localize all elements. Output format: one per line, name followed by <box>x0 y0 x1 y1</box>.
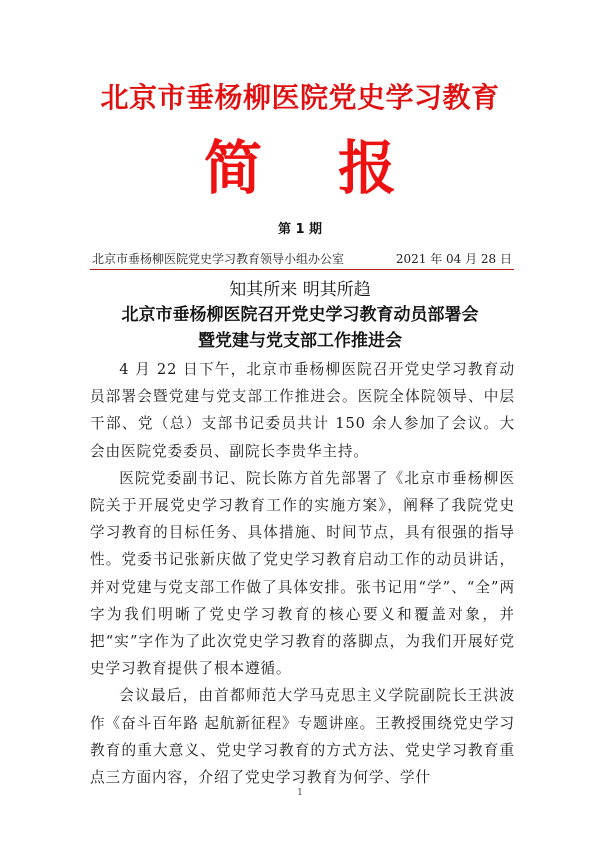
article-body <box>90 356 515 791</box>
headline-2: 北京市垂杨柳医院召开党史学习教育动员部署会 <box>121 305 479 325</box>
headline-3: 暨党建与党支部工作推进会 <box>198 331 402 351</box>
issuing-office: 北京市垂杨柳医院党史学习教育领导小组办公室 <box>92 252 345 266</box>
issue-date: 2021 年 04 月 28 日 <box>395 252 512 266</box>
paragraph: 4 月 22 日下午，北京市垂杨柳医院召开党史学习教育动员部署会暨党建与党支部工作推进会。医院全体院领导、中层干部、党（总）支部书记委员共计 150 余人参加了会议。大会由医院党委委员、副院长李贵华主持。 <box>90 361 515 460</box>
brief-title <box>0 134 600 202</box>
paragraph: 医院党委副书记、院长陈方首先部署了《北京市垂杨柳医院关于开展党史学习教育工作的实施方案》，阐释了我院党史学习教育的目标任务、具体措施、时间节点，具有很强的指导性。党委书记张新庆做了党史学习教育启动工作的动员讲话，并对党建与党支部工作做了具体安排。张书记用“学”、“全”两字为我们明晰了党史学习教育的核心要义和覆盖对象，并把“实”字作为了此次党史学习教育的落脚点，为我们开展好党史学习教育提供了根本遵循。 <box>90 469 515 678</box>
header-divider <box>90 269 514 270</box>
meta-row <box>90 250 512 268</box>
brief-char-2: 报 <box>338 134 397 202</box>
page-number: 1 <box>297 788 303 798</box>
paragraph: 会议最后，由首都师范大学马克思主义学院副院长王洪波作《奋斗百年路 起航新征程》专题讲座。王教授围绕党史学习教育的重大意义、党史学习教育的方式方法、党史学习教育重点三方面内容，介绍了党史学习教育为何学、学什 <box>90 687 515 787</box>
issue-number: 第 1 期 <box>277 222 323 237</box>
masthead-title: 北京市垂杨柳医院党史学习教育 <box>100 81 500 114</box>
headline-1: 知其所来 明其所趋 <box>229 280 371 300</box>
brief-char-1: 简 <box>203 134 262 202</box>
